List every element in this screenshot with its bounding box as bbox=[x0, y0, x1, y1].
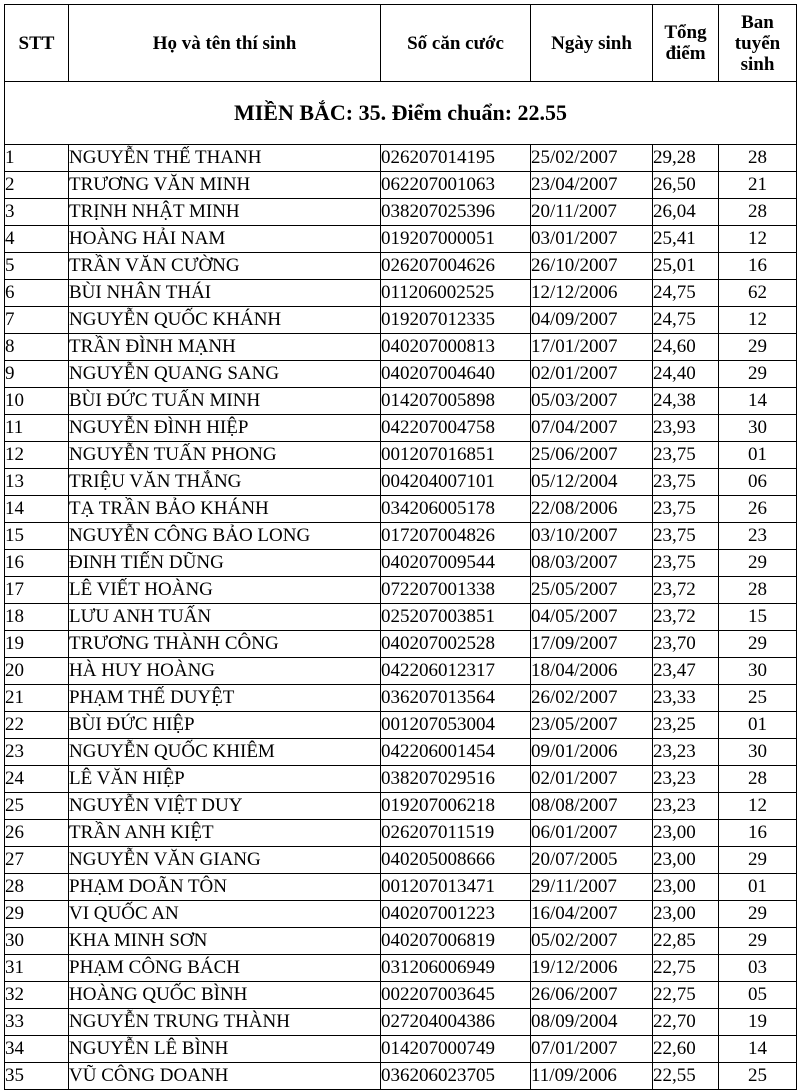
row-stt: 7 bbox=[5, 307, 69, 334]
row-stt: 21 bbox=[5, 685, 69, 712]
row-admission-board: 29 bbox=[719, 361, 797, 388]
row-total-score: 23,70 bbox=[653, 631, 719, 658]
row-admission-board: 14 bbox=[719, 388, 797, 415]
row-stt: 9 bbox=[5, 361, 69, 388]
header-stt: STT bbox=[5, 5, 69, 82]
row-stt: 29 bbox=[5, 901, 69, 928]
header-score-line2: điểm bbox=[665, 43, 706, 64]
row-admission-board: 29 bbox=[719, 334, 797, 361]
row-stt: 20 bbox=[5, 658, 69, 685]
row-admission-board: 16 bbox=[719, 253, 797, 280]
row-admission-board: 30 bbox=[719, 658, 797, 685]
row-name: TRƯƠNG THÀNH CÔNG bbox=[69, 631, 381, 658]
row-id-number: 004204007101 bbox=[381, 469, 531, 496]
row-total-score: 22,75 bbox=[653, 955, 719, 982]
row-dob: 02/01/2007 bbox=[531, 766, 653, 793]
row-stt: 30 bbox=[5, 928, 69, 955]
row-name: NGUYỄN LÊ BÌNH bbox=[69, 1036, 381, 1063]
header-score-line1: Tổng bbox=[664, 22, 707, 43]
row-id-number: 042206012317 bbox=[381, 658, 531, 685]
row-total-score: 24,38 bbox=[653, 388, 719, 415]
row-id-number: 062207001063 bbox=[381, 172, 531, 199]
row-id-number: 040205008666 bbox=[381, 847, 531, 874]
row-dob: 19/12/2006 bbox=[531, 955, 653, 982]
table-row bbox=[5, 982, 797, 1009]
row-name: HÀ HUY HOÀNG bbox=[69, 658, 381, 685]
row-total-score: 23,47 bbox=[653, 658, 719, 685]
row-name: HOÀNG HẢI NAM bbox=[69, 226, 381, 253]
row-id-number: 001207053004 bbox=[381, 712, 531, 739]
table-row bbox=[5, 280, 797, 307]
row-id-number: 040207002528 bbox=[381, 631, 531, 658]
region-section bbox=[5, 82, 797, 145]
table-row bbox=[5, 145, 797, 172]
row-name: BÙI NHÂN THÁI bbox=[69, 280, 381, 307]
row-dob: 16/04/2007 bbox=[531, 901, 653, 928]
row-admission-board: 12 bbox=[719, 793, 797, 820]
row-admission-board: 29 bbox=[719, 928, 797, 955]
row-dob: 05/03/2007 bbox=[531, 388, 653, 415]
row-admission-board: 30 bbox=[719, 415, 797, 442]
row-stt: 6 bbox=[5, 280, 69, 307]
row-total-score: 23,75 bbox=[653, 496, 719, 523]
row-id-number: 038207025396 bbox=[381, 199, 531, 226]
row-admission-board: 12 bbox=[719, 226, 797, 253]
row-stt: 14 bbox=[5, 496, 69, 523]
row-name: KHA MINH SƠN bbox=[69, 928, 381, 955]
table-row bbox=[5, 469, 797, 496]
row-admission-board: 28 bbox=[719, 199, 797, 226]
row-name: TRƯƠNG VĂN MINH bbox=[69, 172, 381, 199]
table-row bbox=[5, 631, 797, 658]
row-total-score: 23,00 bbox=[653, 901, 719, 928]
row-admission-board: 19 bbox=[719, 1009, 797, 1036]
row-name: NGUYỄN VĂN GIANG bbox=[69, 847, 381, 874]
row-id-number: 031206006949 bbox=[381, 955, 531, 982]
header-row bbox=[5, 5, 797, 82]
row-name: NGUYỄN ĐÌNH HIỆP bbox=[69, 415, 381, 442]
row-id-number: 038207029516 bbox=[381, 766, 531, 793]
row-dob: 25/05/2007 bbox=[531, 577, 653, 604]
row-total-score: 24,60 bbox=[653, 334, 719, 361]
row-id-number: 034206005178 bbox=[381, 496, 531, 523]
row-admission-board: 23 bbox=[719, 523, 797, 550]
row-id-number: 072207001338 bbox=[381, 577, 531, 604]
row-name: VI QUỐC AN bbox=[69, 901, 381, 928]
table-row bbox=[5, 820, 797, 847]
row-id-number: 040207004640 bbox=[381, 361, 531, 388]
row-dob: 08/03/2007 bbox=[531, 550, 653, 577]
row-stt: 32 bbox=[5, 982, 69, 1009]
table-row bbox=[5, 955, 797, 982]
row-dob: 25/02/2007 bbox=[531, 145, 653, 172]
table-row bbox=[5, 442, 797, 469]
row-admission-board: 01 bbox=[719, 712, 797, 739]
table-row bbox=[5, 739, 797, 766]
row-total-score: 23,93 bbox=[653, 415, 719, 442]
row-total-score: 22,55 bbox=[653, 1063, 719, 1090]
row-stt: 1 bbox=[5, 145, 69, 172]
row-dob: 07/04/2007 bbox=[531, 415, 653, 442]
row-total-score: 24,40 bbox=[653, 361, 719, 388]
row-id-number: 026207004626 bbox=[381, 253, 531, 280]
row-total-score: 29,28 bbox=[653, 145, 719, 172]
row-id-number: 019207000051 bbox=[381, 226, 531, 253]
row-dob: 05/12/2004 bbox=[531, 469, 653, 496]
row-stt: 15 bbox=[5, 523, 69, 550]
row-id-number: 036206023705 bbox=[381, 1063, 531, 1090]
row-total-score: 23,23 bbox=[653, 766, 719, 793]
row-admission-board: 28 bbox=[719, 577, 797, 604]
row-admission-board: 14 bbox=[719, 1036, 797, 1063]
row-total-score: 23,72 bbox=[653, 577, 719, 604]
row-total-score: 26,04 bbox=[653, 199, 719, 226]
table-row bbox=[5, 415, 797, 442]
row-total-score: 22,75 bbox=[653, 982, 719, 1009]
row-stt: 5 bbox=[5, 253, 69, 280]
row-stt: 22 bbox=[5, 712, 69, 739]
table-row bbox=[5, 172, 797, 199]
row-stt: 24 bbox=[5, 766, 69, 793]
row-total-score: 24,75 bbox=[653, 280, 719, 307]
header-board-line1: Ban bbox=[741, 11, 774, 33]
row-name: PHẠM DOÃN TÔN bbox=[69, 874, 381, 901]
row-dob: 03/10/2007 bbox=[531, 523, 653, 550]
row-stt: 3 bbox=[5, 199, 69, 226]
row-dob: 22/08/2006 bbox=[531, 496, 653, 523]
table-row bbox=[5, 1009, 797, 1036]
header-board-line2: tuyển bbox=[734, 32, 781, 54]
row-id-number: 036207013564 bbox=[381, 685, 531, 712]
row-id-number: 014207005898 bbox=[381, 388, 531, 415]
row-stt: 11 bbox=[5, 415, 69, 442]
row-total-score: 23,23 bbox=[653, 793, 719, 820]
row-stt: 2 bbox=[5, 172, 69, 199]
row-admission-board: 25 bbox=[719, 685, 797, 712]
row-stt: 12 bbox=[5, 442, 69, 469]
row-id-number: 011206002525 bbox=[381, 280, 531, 307]
row-name: LÊ VIẾT HOÀNG bbox=[69, 577, 381, 604]
row-name: PHẠM THẾ DUYỆT bbox=[69, 685, 381, 712]
table-row bbox=[5, 334, 797, 361]
row-name: TRẦN ĐÌNH MẠNH bbox=[69, 334, 381, 361]
row-dob: 17/09/2007 bbox=[531, 631, 653, 658]
row-stt: 27 bbox=[5, 847, 69, 874]
row-name: NGUYỄN QUANG SANG bbox=[69, 361, 381, 388]
table-header bbox=[5, 5, 797, 82]
row-stt: 23 bbox=[5, 739, 69, 766]
table-row bbox=[5, 550, 797, 577]
header-dob: Ngày sinh bbox=[531, 5, 653, 82]
row-stt: 8 bbox=[5, 334, 69, 361]
table-row bbox=[5, 388, 797, 415]
row-stt: 10 bbox=[5, 388, 69, 415]
row-dob: 20/07/2005 bbox=[531, 847, 653, 874]
table-row bbox=[5, 928, 797, 955]
table-row bbox=[5, 712, 797, 739]
row-id-number: 040207009544 bbox=[381, 550, 531, 577]
row-name: NGUYỄN CÔNG BẢO LONG bbox=[69, 523, 381, 550]
row-stt: 13 bbox=[5, 469, 69, 496]
row-name: TRẦN VĂN CƯỜNG bbox=[69, 253, 381, 280]
header-board bbox=[719, 5, 797, 82]
row-name: NGUYỄN TUẤN PHONG bbox=[69, 442, 381, 469]
row-total-score: 23,25 bbox=[653, 712, 719, 739]
table-row bbox=[5, 793, 797, 820]
table-row bbox=[5, 1063, 797, 1090]
row-stt: 26 bbox=[5, 820, 69, 847]
row-dob: 08/09/2004 bbox=[531, 1009, 653, 1036]
row-id-number: 042207004758 bbox=[381, 415, 531, 442]
row-dob: 26/06/2007 bbox=[531, 982, 653, 1009]
row-stt: 25 bbox=[5, 793, 69, 820]
row-stt: 19 bbox=[5, 631, 69, 658]
row-dob: 12/12/2006 bbox=[531, 280, 653, 307]
row-total-score: 23,75 bbox=[653, 469, 719, 496]
row-admission-board: 28 bbox=[719, 145, 797, 172]
row-id-number: 040207001223 bbox=[381, 901, 531, 928]
row-admission-board: 21 bbox=[719, 172, 797, 199]
row-dob: 03/01/2007 bbox=[531, 226, 653, 253]
row-id-number: 001207013471 bbox=[381, 874, 531, 901]
row-name: NGUYỄN QUỐC KHIÊM bbox=[69, 739, 381, 766]
row-admission-board: 29 bbox=[719, 631, 797, 658]
row-admission-board: 16 bbox=[719, 820, 797, 847]
row-name: TRIỆU VĂN THẮNG bbox=[69, 469, 381, 496]
row-admission-board: 30 bbox=[719, 739, 797, 766]
row-stt: 33 bbox=[5, 1009, 69, 1036]
row-admission-board: 29 bbox=[719, 550, 797, 577]
table-row bbox=[5, 1036, 797, 1063]
row-id-number: 042206001454 bbox=[381, 739, 531, 766]
row-id-number: 017207004826 bbox=[381, 523, 531, 550]
admission-results-table bbox=[4, 4, 797, 1090]
row-name: NGUYỄN THẾ THANH bbox=[69, 145, 381, 172]
row-admission-board: 06 bbox=[719, 469, 797, 496]
row-total-score: 22,60 bbox=[653, 1036, 719, 1063]
row-dob: 23/05/2007 bbox=[531, 712, 653, 739]
table-row bbox=[5, 199, 797, 226]
row-stt: 17 bbox=[5, 577, 69, 604]
row-stt: 4 bbox=[5, 226, 69, 253]
row-dob: 26/02/2007 bbox=[531, 685, 653, 712]
row-name: VŨ CÔNG DOANH bbox=[69, 1063, 381, 1090]
row-name: LÊ VĂN HIỆP bbox=[69, 766, 381, 793]
row-name: NGUYỄN QUỐC KHÁNH bbox=[69, 307, 381, 334]
row-total-score: 22,70 bbox=[653, 1009, 719, 1036]
table-row bbox=[5, 604, 797, 631]
row-id-number: 026207011519 bbox=[381, 820, 531, 847]
row-name: BÙI ĐỨC HIỆP bbox=[69, 712, 381, 739]
row-admission-board: 12 bbox=[719, 307, 797, 334]
row-id-number: 019207006218 bbox=[381, 793, 531, 820]
table-row bbox=[5, 766, 797, 793]
row-name: TẠ TRẦN BẢO KHÁNH bbox=[69, 496, 381, 523]
row-total-score: 23,00 bbox=[653, 847, 719, 874]
row-dob: 04/09/2007 bbox=[531, 307, 653, 334]
table-row bbox=[5, 307, 797, 334]
row-total-score: 24,75 bbox=[653, 307, 719, 334]
row-name: TRỊNH NHẬT MINH bbox=[69, 199, 381, 226]
row-total-score: 23,23 bbox=[653, 739, 719, 766]
row-total-score: 25,41 bbox=[653, 226, 719, 253]
row-stt: 28 bbox=[5, 874, 69, 901]
row-dob: 25/06/2007 bbox=[531, 442, 653, 469]
table-row bbox=[5, 901, 797, 928]
row-dob: 18/04/2006 bbox=[531, 658, 653, 685]
row-id-number: 040207000813 bbox=[381, 334, 531, 361]
table-row bbox=[5, 253, 797, 280]
row-admission-board: 01 bbox=[719, 442, 797, 469]
table-row bbox=[5, 523, 797, 550]
row-admission-board: 15 bbox=[719, 604, 797, 631]
row-name: ĐINH TIẾN DŨNG bbox=[69, 550, 381, 577]
row-dob: 20/11/2007 bbox=[531, 199, 653, 226]
row-id-number: 001207016851 bbox=[381, 442, 531, 469]
row-admission-board: 03 bbox=[719, 955, 797, 982]
table-row bbox=[5, 496, 797, 523]
row-name: NGUYỄN TRUNG THÀNH bbox=[69, 1009, 381, 1036]
row-total-score: 23,75 bbox=[653, 523, 719, 550]
row-id-number: 040207006819 bbox=[381, 928, 531, 955]
row-total-score: 23,33 bbox=[653, 685, 719, 712]
header-name: Họ và tên thí sinh bbox=[69, 5, 381, 82]
table-row bbox=[5, 874, 797, 901]
row-stt: 34 bbox=[5, 1036, 69, 1063]
row-total-score: 23,72 bbox=[653, 604, 719, 631]
row-stt: 35 bbox=[5, 1063, 69, 1090]
row-dob: 04/05/2007 bbox=[531, 604, 653, 631]
row-admission-board: 29 bbox=[719, 847, 797, 874]
row-dob: 05/02/2007 bbox=[531, 928, 653, 955]
row-name: PHẠM CÔNG BÁCH bbox=[69, 955, 381, 982]
header-score bbox=[653, 5, 719, 82]
table-row bbox=[5, 847, 797, 874]
row-admission-board: 25 bbox=[719, 1063, 797, 1090]
row-stt: 18 bbox=[5, 604, 69, 631]
row-total-score: 22,85 bbox=[653, 928, 719, 955]
row-admission-board: 26 bbox=[719, 496, 797, 523]
candidate-rows bbox=[5, 145, 797, 1090]
region-title: MIỀN BẮC: 35. Điểm chuẩn: 22.55 bbox=[5, 82, 797, 145]
row-total-score: 25,01 bbox=[653, 253, 719, 280]
row-name: NGUYỄN VIỆT DUY bbox=[69, 793, 381, 820]
row-dob: 17/01/2007 bbox=[531, 334, 653, 361]
row-name: BÙI ĐỨC TUẤN MINH bbox=[69, 388, 381, 415]
header-board-line3: sinh bbox=[740, 53, 775, 75]
table-row bbox=[5, 658, 797, 685]
row-id-number: 026207014195 bbox=[381, 145, 531, 172]
row-dob: 23/04/2007 bbox=[531, 172, 653, 199]
row-id-number: 014207000749 bbox=[381, 1036, 531, 1063]
row-dob: 08/08/2007 bbox=[531, 793, 653, 820]
row-id-number: 019207012335 bbox=[381, 307, 531, 334]
row-admission-board: 01 bbox=[719, 874, 797, 901]
header-id: Số căn cước bbox=[381, 5, 531, 82]
row-total-score: 23,75 bbox=[653, 550, 719, 577]
row-total-score: 23,00 bbox=[653, 820, 719, 847]
row-dob: 11/09/2006 bbox=[531, 1063, 653, 1090]
row-stt: 31 bbox=[5, 955, 69, 982]
row-id-number: 027204004386 bbox=[381, 1009, 531, 1036]
row-dob: 06/01/2007 bbox=[531, 820, 653, 847]
row-admission-board: 29 bbox=[719, 901, 797, 928]
region-title-row bbox=[5, 82, 797, 145]
row-id-number: 002207003645 bbox=[381, 982, 531, 1009]
row-dob: 07/01/2007 bbox=[531, 1036, 653, 1063]
row-admission-board: 05 bbox=[719, 982, 797, 1009]
row-dob: 09/01/2006 bbox=[531, 739, 653, 766]
table-row bbox=[5, 685, 797, 712]
row-dob: 29/11/2007 bbox=[531, 874, 653, 901]
row-name: TRẦN ANH KIỆT bbox=[69, 820, 381, 847]
table-row bbox=[5, 577, 797, 604]
row-total-score: 26,50 bbox=[653, 172, 719, 199]
row-total-score: 23,75 bbox=[653, 442, 719, 469]
row-name: HOÀNG QUỐC BÌNH bbox=[69, 982, 381, 1009]
table-row bbox=[5, 226, 797, 253]
row-total-score: 23,00 bbox=[653, 874, 719, 901]
row-dob: 02/01/2007 bbox=[531, 361, 653, 388]
row-stt: 16 bbox=[5, 550, 69, 577]
row-admission-board: 28 bbox=[719, 766, 797, 793]
table-row bbox=[5, 361, 797, 388]
row-admission-board: 62 bbox=[719, 280, 797, 307]
row-name: LƯU ANH TUẤN bbox=[69, 604, 381, 631]
row-id-number: 025207003851 bbox=[381, 604, 531, 631]
row-dob: 26/10/2007 bbox=[531, 253, 653, 280]
